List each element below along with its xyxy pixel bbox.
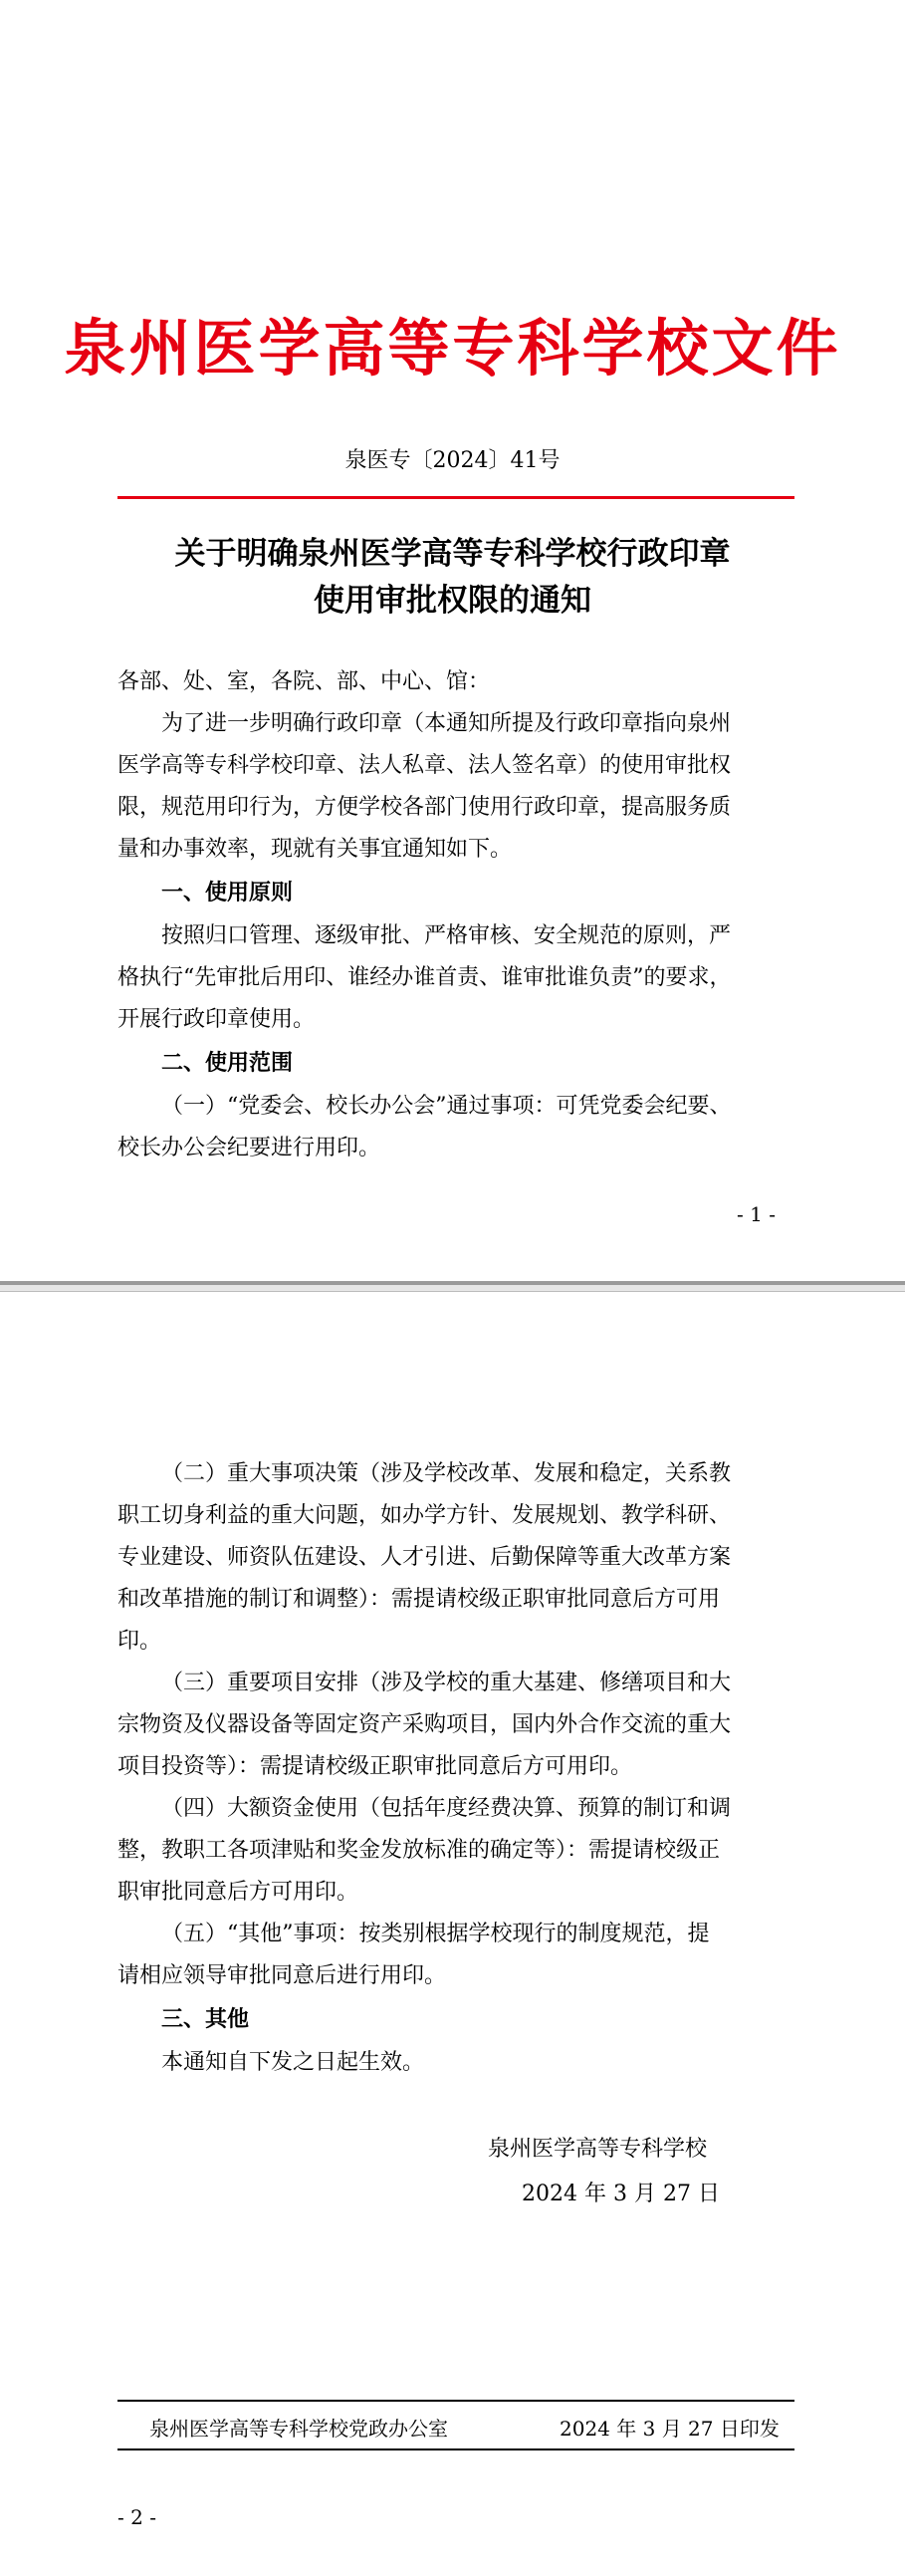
footer-issuing-office: 泉州医学高等专科学校党政办公室: [149, 2417, 448, 2441]
paragraph-line: 校长办公会纪要进行用印。: [117, 1136, 381, 1160]
paragraph-line: （三）重要项目安排（涉及学校的重大基建、修缮项目和大: [161, 1671, 732, 1695]
red-divider: [117, 496, 794, 499]
paragraph-line: 开展行政印章使用。: [117, 1007, 316, 1032]
paragraph-line: 专业建设、师资队伍建设、人才引进、后勤保障等重大改革方案: [117, 1545, 732, 1570]
paragraph-line: 限，规范用印行为，方便学校各部门使用行政印章，提高服务质: [117, 795, 732, 820]
paragraph-line: 项目投资等）：需提请校级正职审批同意后方可用印。: [117, 1754, 633, 1779]
paragraph-line: 医学高等专科学校印章、法人私章、法人签名章）的使用审批权: [117, 753, 732, 778]
paragraph-line: 和改革措施的制订和调整）：需提请校级正职审批同意后方可用: [117, 1587, 721, 1612]
section-heading-3: 三、其他: [161, 2007, 250, 2032]
paragraph-line: 请相应领导审批同意后进行用印。: [117, 1963, 447, 1988]
paragraph-line: （一）“党委会、校长办公会”通过事项：可凭党委会纪要、: [161, 1094, 732, 1119]
paragraph-line: 职工切身利益的重大问题，如办学方针、发展规划、教学科研、: [117, 1503, 732, 1528]
paragraph-line: （二）重大事项决策（涉及学校改革、发展和稳定，关系教: [161, 1461, 732, 1486]
document-header-title: 泉州医学高等专科学校文件: [64, 312, 841, 385]
salutation: 各部、处、室，各院、部、中心、馆：: [117, 669, 491, 694]
section-heading-1: 一、使用原则: [161, 881, 294, 905]
paragraph-line: 本通知自下发之日起生效。: [161, 2050, 425, 2075]
paragraph-line: 格执行“先审批后用印、谁经办谁首责、谁审批谁负责”的要求，: [117, 965, 732, 990]
section-heading-2: 二、使用范围: [161, 1051, 294, 1076]
paragraph-line: 为了进一步明确行政印章（本通知所提及行政印章指向泉州: [161, 711, 732, 736]
document-title-line-2: 使用审批权限的通知: [314, 583, 591, 619]
footer-issue-date: 2024 年 3 月 27 日印发: [560, 2417, 780, 2441]
document-title-line-1: 关于明确泉州医学高等专科学校行政印章: [174, 536, 731, 572]
paragraph-line: （四）大额资金使用（包括年度经费决算、预算的制订和调: [161, 1796, 732, 1821]
paragraph-line: 量和办事效率，现就有关事宜通知如下。: [117, 837, 513, 862]
paragraph-line: 宗物资及仪器设备等固定资产采购项目，国内外合作交流的重大: [117, 1712, 732, 1737]
paragraph-line: （五）“其他”事项：按类别根据学校现行的制度规范，提: [161, 1922, 710, 1946]
paragraph-line: 职审批同意后方可用印。: [117, 1880, 359, 1905]
signature-date: 2024 年 3 月 27 日: [522, 2182, 720, 2206]
paragraph-line: 整，教职工各项津贴和奖金发放标准的确定等）：需提请校级正: [117, 1838, 721, 1863]
footer-rule-top: [117, 2400, 794, 2402]
document-number: 泉医专〔2024〕41号: [344, 448, 561, 473]
signature-organization: 泉州医学高等专科学校: [488, 2137, 708, 2162]
paragraph-line: 印。: [117, 1629, 162, 1654]
page-number: - 1 -: [737, 1202, 776, 1226]
footer-rule-bottom: [117, 2448, 794, 2450]
document-page-2: [0, 1292, 905, 2576]
page-number: - 2 -: [117, 2505, 156, 2529]
document-page-1: [0, 0, 905, 1283]
paragraph-line: 按照归口管理、逐级审批、严格审核、安全规范的原则，严: [161, 923, 732, 948]
